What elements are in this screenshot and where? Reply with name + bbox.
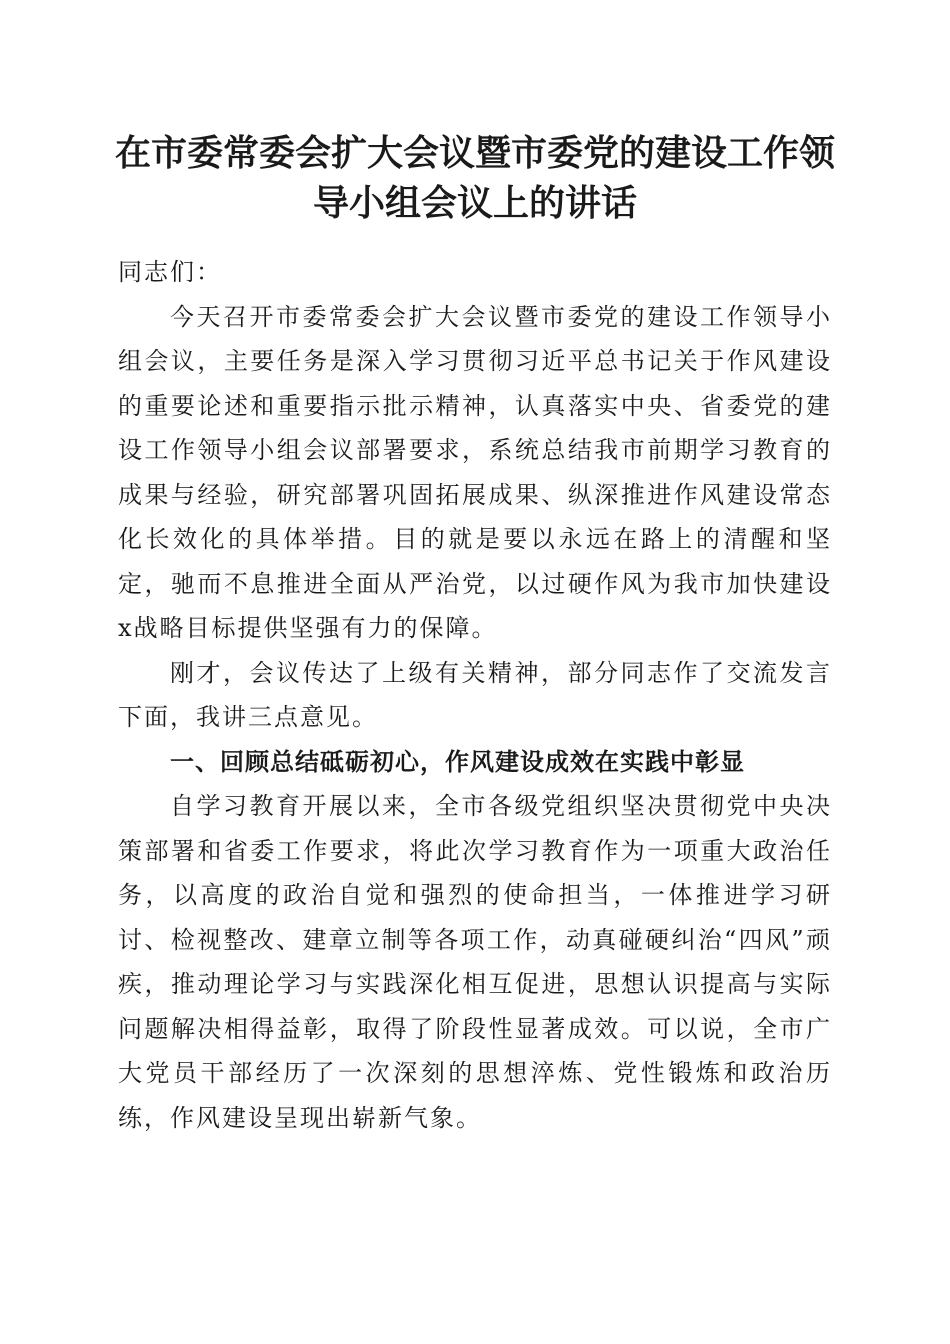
- section-heading: 一、回顾总结砥砺初心，作风建设成效在实践中彰显: [170, 747, 745, 776]
- document-title: [100, 128, 850, 228]
- title-line-1: 在市委常委会扩大会议暨市委党的建设工作领: [114, 132, 835, 174]
- title-line-2: 导小组会议上的讲话: [312, 182, 637, 224]
- paragraph-opening: 今天召开市委常委会扩大会议暨市委党的建设工作领导小组会议，主要任务是深入学习贯彻习近平总书记关于作风建设的重要论述和重要指示批示精神，认真落实中央、省委党的建设工作领导小组会议部署要求，系统总结我市前期学习教育的成果与经验，研究部署巩固拓展成果、纵深推进作风建设常态化长效化的具体举措。目的就是要以永远在路上的清醒和坚定，驰而不息推进全面从严治党，以过硬作风为我市加快建设x战略目标提供坚强有力的保障。: [118, 302, 832, 642]
- section-paragraph: 自学习教育开展以来，全市各级党组织坚决贯彻党中央决策部署和省委工作要求，将此次学习教育作为一项重大政治任务，以高度的政治自觉和强烈的使命担当，一体推进学习研讨、检视整改、建章立制等各项工作，动真碰硬纠治“四风”顽疾，推动理论学习与实践深化相互促进，思想认识提高与实际问题解决相得益彰，取得了阶段性显著成效。可以说，全市广大党员干部经历了一次深刻的思想淬炼、党性锻炼和政治历练，作风建设呈现出崭新气象。: [118, 792, 832, 1132]
- document-body: [118, 250, 832, 1140]
- paragraph-transition: 刚才，会议传达了上级有关精神，部分同志作了交流发言下面，我讲三点意见。: [118, 658, 832, 731]
- salutation: 同志们：: [118, 258, 222, 286]
